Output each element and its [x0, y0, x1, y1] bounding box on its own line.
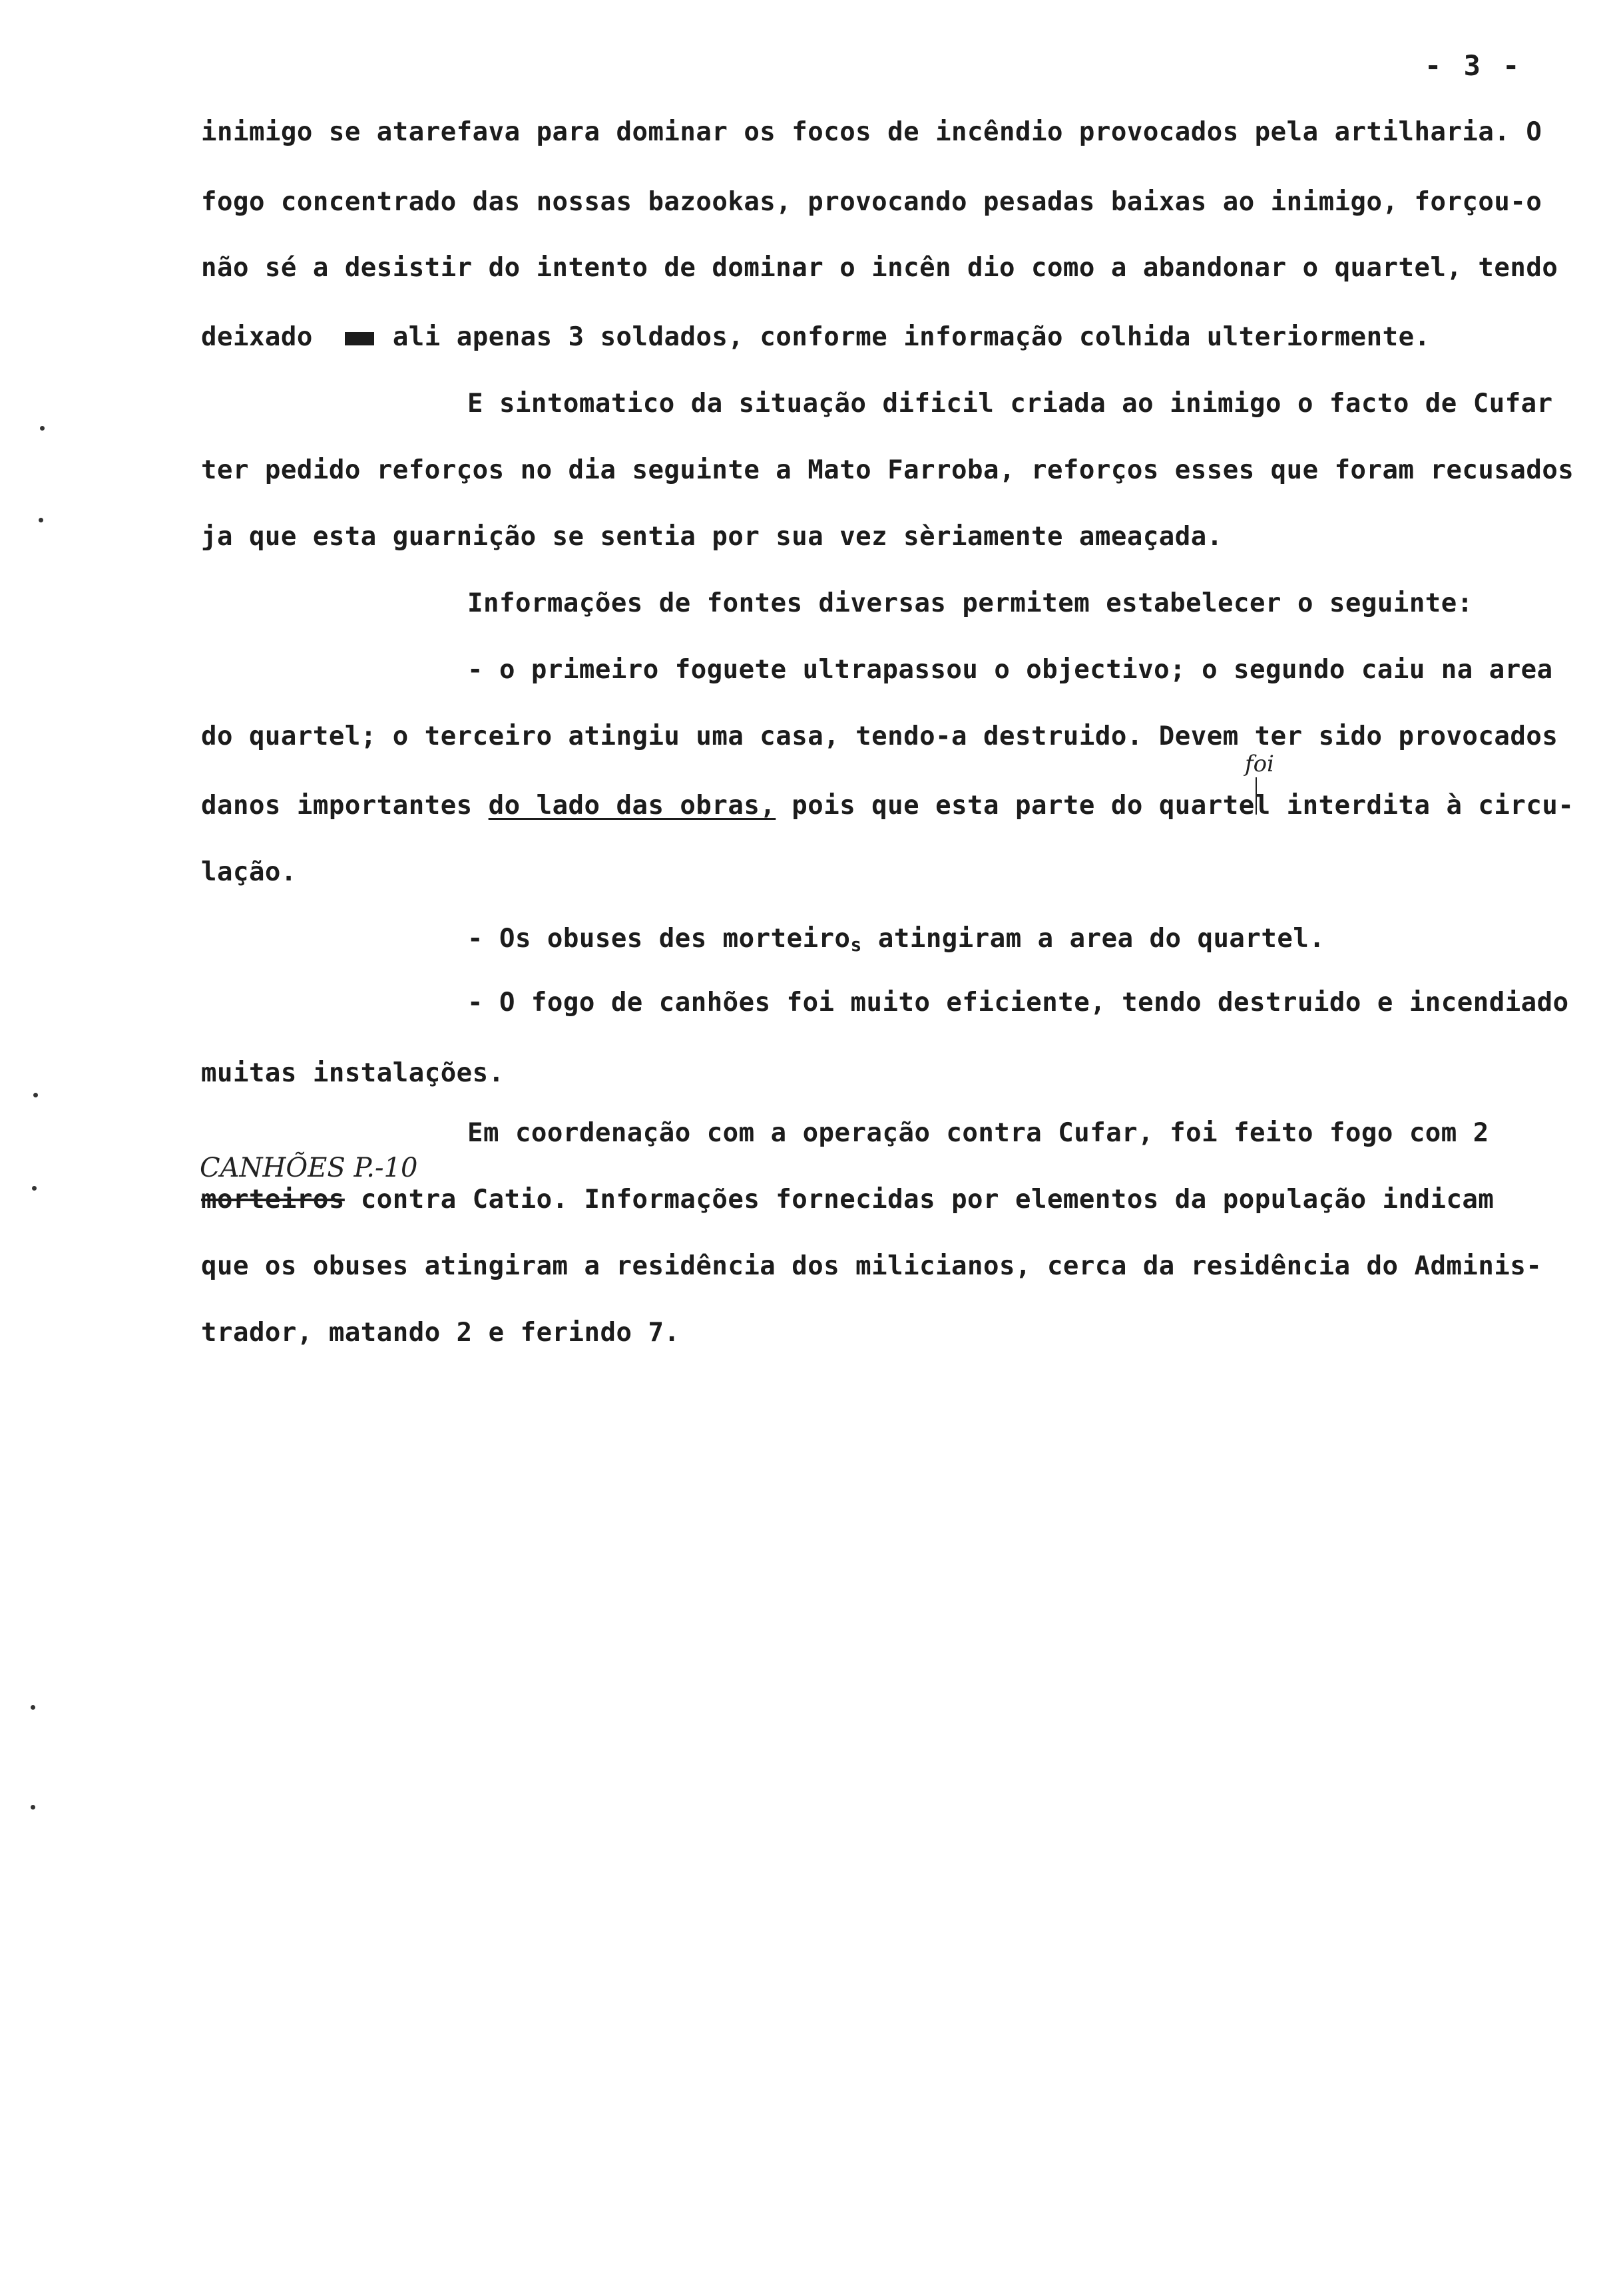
text-line: não sé a desistir do intento de dominar o incên dio como a abandonar o quartel, tendo: [201, 253, 1558, 283]
line-prefix: deixado: [201, 322, 313, 352]
text-line: do quartel; o terceiro atingiu uma casa, tendo-a destruido. Devem ter sido provocados: [201, 721, 1558, 751]
typewriter-overstrike: [345, 332, 374, 345]
line-prefix: danos importantes: [201, 791, 473, 821]
line-rest: contra Catio. Informações fornecidas por elementos da população indicam: [360, 1185, 1495, 1215]
margin-dot: [31, 1805, 35, 1810]
insertion-caret: [1256, 777, 1257, 815]
text-line: [467, 924, 1325, 956]
handwritten-margin-correction: CANHÕES P.-10: [200, 1153, 418, 1183]
margin-dot: [31, 1705, 35, 1710]
text-line: Informações de fontes diversas permitem estabelecer o seguinte:: [467, 588, 1473, 618]
text-line: Em coordenação com a operação contra Cufar, foi feito fogo com 2: [467, 1118, 1489, 1148]
underlined-phrase: do lado das obras,: [488, 791, 776, 821]
struck-word: morteiros: [201, 1185, 345, 1215]
subscript: s: [850, 934, 862, 956]
text-line: E sintomatico da situação dificil criada ao inimigo o facto de Cufar: [467, 389, 1553, 419]
line-prefix: - Os obuses des morteiro: [467, 924, 851, 954]
margin-dot: [40, 426, 45, 431]
text-line: [201, 791, 1574, 821]
margin-dot: [32, 1186, 37, 1191]
margin-dot: [33, 1093, 38, 1097]
page-number: - 3 -: [1425, 49, 1522, 82]
margin-dot: [39, 518, 43, 522]
text-line: trador, matando 2 e ferindo 7.: [201, 1318, 680, 1348]
text-line: inimigo se atarefava para dominar os focos de incêndio provocados pela artilharia. O: [201, 117, 1542, 147]
text-line: muitas instalações.: [201, 1058, 505, 1088]
line-rest: ali apenas 3 soldados, conforme informação colhida ulteriormente.: [392, 322, 1431, 352]
text-line: [201, 322, 1431, 352]
text-line: - o primeiro foguete ultrapassou o objectivo; o segundo caiu na area: [467, 655, 1553, 685]
line-rest: atingiram a area do quartel.: [877, 924, 1325, 954]
text-line: fogo concentrado das nossas bazookas, provocando pesadas baixas ao inimigo, forçou-o: [201, 187, 1542, 217]
text-line: ter pedido reforços no dia seguinte a Mato Farroba, reforços esses que foram recusados: [201, 455, 1574, 485]
text-line: lação.: [201, 857, 297, 887]
text-line: [201, 1185, 1494, 1215]
text-line: que os obuses atingiram a residência dos milicianos, cerca da residência do Adminis-: [201, 1251, 1542, 1281]
handwritten-insertion: foi: [1245, 751, 1274, 777]
text-line: ja que esta guarnição se sentia por sua vez sèriamente ameaçada.: [201, 522, 1223, 552]
line-rest: pois que esta parte do quartel interdita à circu-: [792, 791, 1574, 821]
text-line: - O fogo de canhões foi muito eficiente, tendo destruido e incendiado: [467, 988, 1569, 1018]
